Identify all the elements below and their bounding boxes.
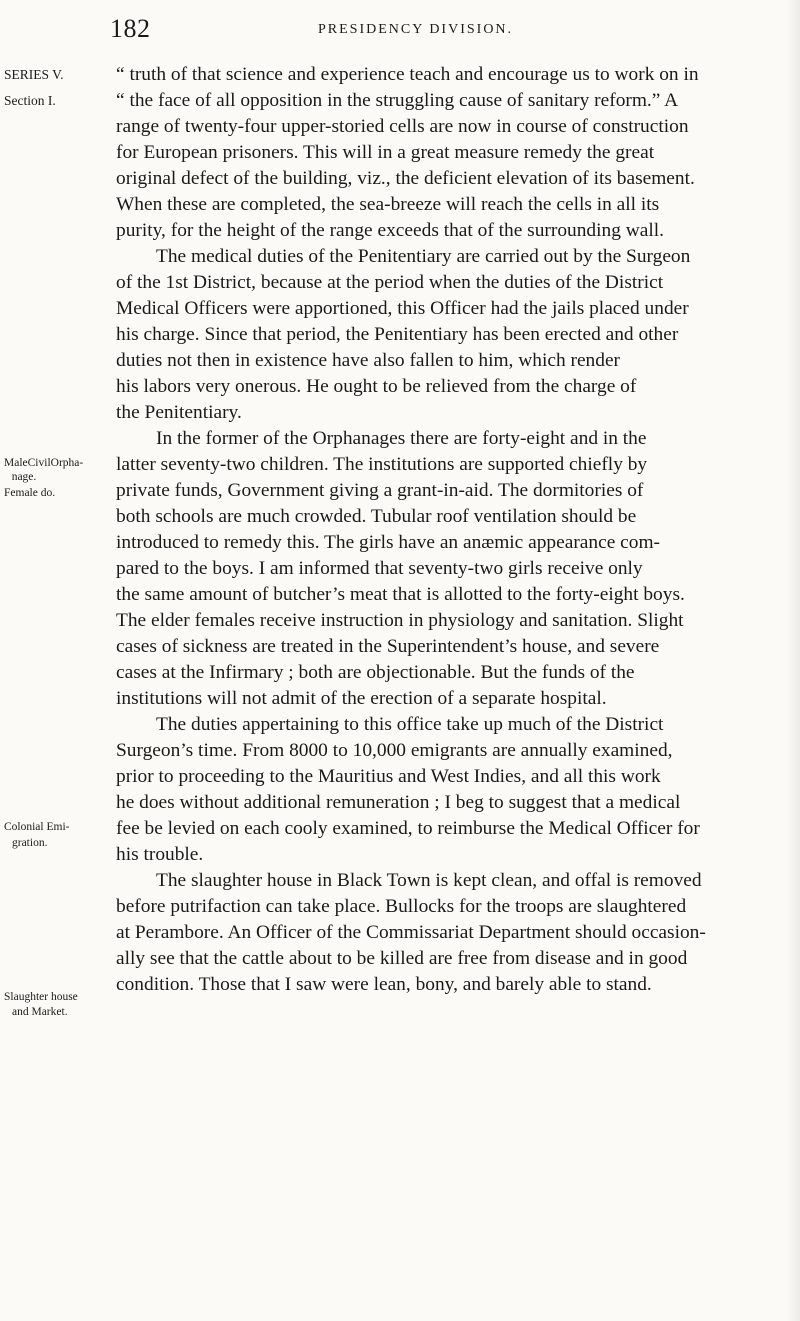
page-edge-shadow [786, 0, 800, 1321]
text-line: pared to the boys. I am informed that seventy-two girls receive only [116, 558, 643, 579]
text-line: the Penitentiary. [116, 402, 242, 423]
paragraph-penitentiary-reform [116, 62, 778, 244]
text-line: original defect of the building, viz., the deficient elevation of its basement. [116, 168, 695, 189]
text-line: “ the face of all opposition in the struggling cause of sanitary reform.” A [116, 90, 679, 111]
text-line: prior to proceeding to the Mauritius and West Indies, and all this work [116, 766, 661, 787]
text-line: In the former of the Orphanages there are forty-eight and in the [156, 428, 647, 449]
page-header [0, 12, 800, 48]
page-number: 182 [110, 14, 151, 43]
running-head: PRESIDENCY DIVISION. [318, 22, 514, 37]
text-line: both schools are much crowded. Tubular roof ventilation should be [116, 506, 637, 527]
text-line: The medical duties of the Penitentiary are carried out by the Surgeon [156, 246, 691, 267]
text-line: he does without additional remuneration ; I beg to suggest that a medical [116, 792, 681, 813]
body-text [116, 62, 778, 998]
text-line: cases of sickness are treated in the Superintendent’s house, and severe [116, 636, 660, 657]
text-line: latter seventy-two children. The institutions are supported chiefly by [116, 454, 648, 475]
paragraph-slaughter-house [116, 868, 778, 998]
margin-note-series: SERIES V. [4, 67, 64, 82]
paragraph-medical-duties [116, 244, 778, 426]
text-line: of the 1st District, because at the period when the duties of the District [116, 272, 664, 293]
text-line: Surgeon’s time. From 8000 to 10,000 emigrants are annually examined, [116, 740, 673, 761]
text-line: fee be levied on each cooly examined, to reimburse the Medical Officer for [116, 818, 700, 839]
text-line: the same amount of butcher’s meat that is allotted to the forty-eight boys. [116, 584, 685, 605]
text-line: ally see that the cattle about to be killed are free from disease and in good [116, 948, 688, 969]
text-line: his charge. Since that period, the Penitentiary has been erected and other [116, 324, 679, 345]
text-line: cases at the Infirmary ; both are objectionable. But the funds of the [116, 662, 635, 683]
margin-note-slaughter-line2: and Market. [12, 1006, 68, 1018]
text-line: private funds, Government giving a grant-in-aid. The dormitories of [116, 480, 644, 501]
margin-note-orphanage-line3: Female do. [4, 487, 56, 499]
margin-note-emigration-line2: gration. [12, 837, 48, 849]
text-line: The slaughter house in Black Town is kept clean, and offal is removed [156, 870, 702, 891]
text-line: his labors very onerous. He ought to be relieved from the charge of [116, 376, 637, 397]
text-line: before putrifaction can take place. Bullocks for the troops are slaughtered [116, 896, 687, 917]
margin-note-orphanage-line1: MaleCivilOrpha- [4, 457, 84, 469]
text-line: introduced to remedy this. The girls have an anæmic appearance com- [116, 532, 660, 553]
text-line: range of twenty-four upper-storied cells are now in course of construction [116, 116, 689, 137]
text-line: his trouble. [116, 844, 204, 865]
text-line: duties not then in existence have also fallen to him, which render [116, 350, 621, 371]
text-line: The elder females receive instruction in physiology and sanitation. Slight [116, 610, 684, 631]
margin-note-slaughter-line1: Slaughter house [4, 991, 78, 1003]
text-line: for European prisoners. This will in a great measure remedy the great [116, 142, 655, 163]
text-line: condition. Those that I saw were lean, bony, and barely able to stand. [116, 974, 652, 995]
text-line: The duties appertaining to this office take up much of the District [156, 714, 664, 735]
paragraph-colonial-emigration [116, 712, 778, 868]
text-line: at Perambore. An Officer of the Commissariat Department should occasion- [116, 922, 706, 943]
text-line: “ truth of that science and experience teach and encourage us to work on in [116, 64, 699, 85]
margin-note-emigration-line1: Colonial Emi- [4, 821, 70, 833]
paragraph-orphanages [116, 426, 778, 712]
text-line: Medical Officers were apportioned, this Officer had the jails placed under [116, 298, 689, 319]
margin-note-orphanage-line2: nage. [11, 471, 37, 483]
text-line: When these are completed, the sea-breeze will reach the cells in all its [116, 194, 660, 215]
margin-note-section: Section I. [4, 93, 56, 108]
text-line: institutions will not admit of the erection of a separate hospital. [116, 688, 607, 709]
text-line: purity, for the height of the range exceeds that of the surrounding wall. [116, 220, 664, 241]
